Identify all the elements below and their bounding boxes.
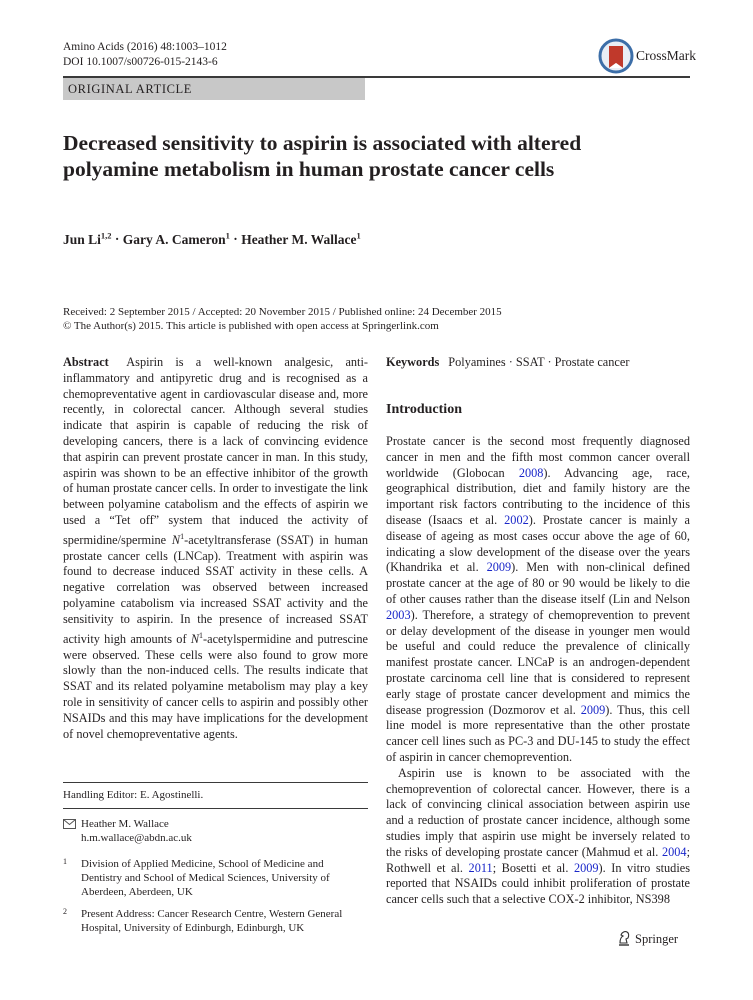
author-list: Jun Li$^{1,2}$ · Gary A. Cameron$^1$ · Heather M. Wallace$^1$ — [63, 230, 361, 247]
publisher-name: Springer — [635, 932, 679, 946]
citation-link[interactable]: 2003 — [386, 607, 411, 622]
article-type-bar — [63, 78, 365, 100]
affiliation: 2 Present Address: Cancer Research Centre, Western General Hospital, University of Edinburgh, Edinburgh, UK — [63, 907, 343, 935]
intro-paragraph-1: Prostate cancer is the second most frequently diagnosed cancer in men and the fifth most common cancer overall worldwide (Globocan 2008). Advancing age, race, geographical distribution, diet and family history are the important risk factors contributing to the incidence of this disease (Isaacs et al. 2002). Prostate cancer is mainly a disease of ageing as most cases occur above the age of 60, indicating a slow development of the disease over the years (Khandrika et al. 2009). Men with non-clinical defined prostate cancer at the age of 80 or 90 would be likely to die of other causes rather than the disease itself (Lin and Nelson 2003). Therefore, a strategy of chemoprevention to prevent or delay development of the disease in younger men would be useful and could reduce the prevalence of clinically manifest prostate cancer. LNCaP is an androgen-dependent prostate carcinoma cell line that is considered to represent early stage of prostate cancer development and mimics the disease progression (Dozmorov et al. 2009). Thus, this cell line model is more representative than the other prostate cancer cell lines such as PC-3 and DU-145 to study the effect of aspirin in cancer chemoprevention. — [386, 434, 690, 764]
crossmark-label: CrossMark — [636, 48, 696, 63]
keywords — [386, 355, 629, 370]
article-title: Decreased sensitivity to aspirin is associated with altered polyamine metabolism in human prostate cancer cells — [63, 131, 582, 181]
affiliation: 1 Division of Applied Medicine, School of Medicine and Dentistry and School of Medical Sciences, University of Aberdeen, Aberdeen, UK — [63, 857, 330, 899]
keywords-values: Polyamines · SSAT · Prostate cancer — [448, 355, 630, 369]
abstract: Abstract Aspirin is a well-known analgesic, anti-inflammatory and antipyretic drug and is recognised as a chemopreventative agent in cardiovascular disease and, more recently, in colorectal cancer. Although several studies indicate that aspirin is capable of reducing the risk of developing cancers, there is a lack of convincing evidence that aspirin can prevent prostate cancer in man. In this study, aspirin was shown to be an effective inhibitor of the growth of human prostate cancer cells. In order to investigate the link between polyamine catabolism and the effects of aspirin we used a “Tet off” system that induced the activity of spermidine/spermine $N^1$-acetyltransferase (SSAT) in human prostate cancer cells (LNCap). Treatment with aspirin was found to decrease induced SSAT activity in these cells. A negative correlation was observed between increased polyamine catabolism via increased SSAT activity and the sensitivity to aspirin. In the presence of increased SSAT activity high amounts of $N^1$-acetylspermidine and putrescine were observed. These cells were also found to grow more slowly than the non-induced cells. The results indicate that SSAT and its related polyamine metabolism may play a key role in sensitivity of cancer cells to aspirin and possibly other NSAIDs and this may have implications for the development of novel chemopreventative agents. — [63, 355, 368, 741]
crossmark-badge[interactable] — [598, 38, 718, 74]
citation-link[interactable]: 2002 — [504, 512, 529, 527]
citation-link[interactable]: 2008 — [518, 465, 544, 480]
email-link[interactable]: h.m.wallace@abdn.ac.uk — [81, 832, 192, 845]
left-column — [63, 355, 368, 935]
footnote-divider — [63, 808, 368, 809]
intro-paragraph-2: Aspirin use is known to be associated with the chemoprevention of colorectal cancer. However, there is a lack of convincing clinical association between aspirin use and a reduction of prostate cancer incidence, although some studies imply that aspirin use might be inversely related to the risks of developing prostate cancer (Mahmud et al. 2004; Rothwell et al. 2011; Bosetti et al. 2009). In vitro studies reported that NSAIDs could inhibit proliferation of prostate cancer cells such that a selective COX-2 inhibitor, NS398 — [386, 765, 690, 907]
corresponding-author: Heather M. Wallace — [81, 818, 169, 831]
citation-link[interactable]: 2009 — [580, 702, 606, 717]
citation-link[interactable]: 2004 — [661, 844, 687, 859]
citation-link[interactable]: 2009 — [486, 560, 512, 575]
publication-dates — [63, 305, 663, 333]
author[interactable]: Gary A. Cameron$^1$ — [122, 230, 230, 247]
journal-header — [63, 40, 227, 70]
article-type: ORIGINAL ARTICLE — [68, 82, 192, 96]
citation-link[interactable]: 2009 — [573, 860, 599, 875]
keywords-label: Keywords — [386, 355, 440, 369]
publisher-logo — [617, 930, 678, 947]
correspondence — [63, 817, 368, 845]
citation-link[interactable]: 2011 — [468, 860, 493, 875]
doi[interactable]: DOI 10.1007/s00726-015-2143-6 — [63, 56, 218, 68]
history-dates: Received: 2 September 2015 / Accepted: 20 November 2015 / Published online: 24 December 2015 — [63, 306, 502, 318]
crossmark-icon — [598, 38, 634, 74]
footnote-divider — [63, 782, 368, 783]
introduction-body — [386, 434, 690, 908]
springer-knight-icon — [617, 930, 631, 946]
envelope-icon — [63, 819, 76, 829]
author[interactable]: Heather M. Wallace$^1$ — [241, 230, 361, 247]
copyright: © The Author(s) 2015. This article is published with open access at Springerlink.com — [63, 320, 439, 332]
handling-editor: Handling Editor: E. Agostinelli. — [63, 789, 204, 802]
section-heading-introduction: Introduction — [386, 402, 462, 417]
journal-citation: Amino Acids (2016) 48:1003–1012 — [63, 41, 227, 53]
abstract-label: Abstract — [63, 355, 109, 369]
author[interactable]: Jun Li$^{1,2}$ — [63, 230, 112, 247]
